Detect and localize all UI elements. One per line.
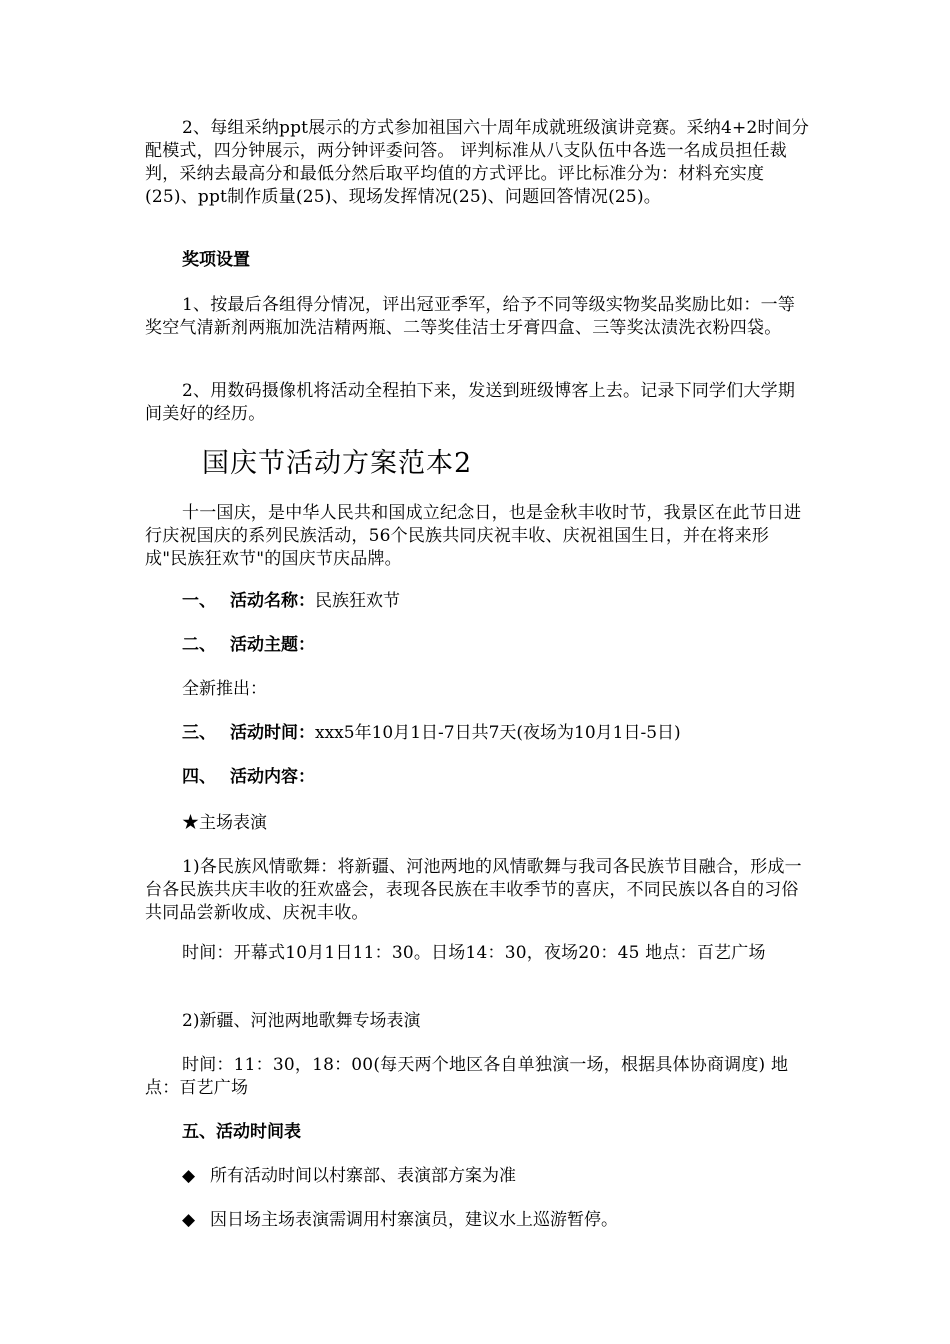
item-value: xxx5年10月1日-7日共7天(夜场为10月1日-5日)	[315, 723, 681, 743]
paragraph-show-time: 时间：开幕式10月1日11：30。日场14：30，夜场20：45 地点：百艺广场	[182, 943, 766, 963]
item-label: 活动主题：	[230, 635, 315, 655]
paragraph-special-show: 2)新疆、河池两地歌舞专场表演	[182, 1011, 421, 1031]
paragraph-recording: 2、用数码摄像机将活动全程拍下来，发送到班级博客上去。记录下同学们大学期间美好的经历。	[145, 381, 796, 424]
diamond-bullet-icon: ◆	[182, 1210, 196, 1230]
main-show-heading: ★主场表演	[182, 813, 267, 833]
item-number: 三、	[182, 723, 216, 743]
item-activity-name	[182, 590, 400, 613]
list-item	[182, 1209, 618, 1232]
item-label: 活动时间：	[230, 723, 315, 743]
theme-text: 全新推出：	[182, 679, 267, 699]
item-activity-theme	[182, 634, 315, 657]
item-number: 二、	[182, 635, 216, 655]
section-title-2: 国庆节活动方案范本2	[202, 448, 473, 479]
item-label: 活动内容：	[230, 767, 315, 787]
list-item-text: 所有活动时间以村寨部、表演部方案为准	[210, 1166, 516, 1186]
list-item-text: 因日场主场表演需调用村寨演员，建议水上巡游暂停。	[210, 1210, 618, 1230]
heading-schedule: 五、活动时间表	[182, 1122, 301, 1142]
paragraph-intro: 十一国庆，是中华人民共和国成立纪念日，也是金秋丰收时节，我景区在此节日进行庆祝国庆的系列民族活动，56个民族共同庆祝丰收、庆祝祖国生日，并在将来形成"民族狂欢节"的国庆节庆品牌。	[145, 503, 802, 569]
item-activity-time	[182, 722, 681, 745]
item-number: 一、	[182, 591, 216, 611]
item-activity-content	[182, 766, 315, 789]
paragraph-ethnic-dance: 1)各民族风情歌舞：将新疆、河池两地的风情歌舞与我司各民族节目融合，形成一台各民族共庆丰收的狂欢盛会，表现各民族在丰收季节的喜庆，不同民族以各自的习俗共同品尝新收成、庆祝丰收。	[145, 857, 802, 923]
paragraph-competition-rules: 2、每组采纳ppt展示的方式参加祖国六十周年成就班级演讲竞赛。采纳4+2时间分配模式，四分钟展示，两分钟评委问答。 评判标准从八支队伍中各选一名成员担任裁判，采纳去最高分和最低分然后取平均值的方式评比。评比标准分为：材料充实度(25)、ppt制作质量(25)、现场发挥情况(25)、问题回答情况(25)。	[145, 118, 810, 207]
paragraph-special-show-time: 时间：11：30，18：00(每天两个地区各自单独演一场，根据具体协商调度) 地点：百艺广场	[145, 1055, 789, 1098]
item-number: 四、	[182, 767, 216, 787]
item-value: 民族狂欢节	[315, 591, 400, 611]
list-item	[182, 1165, 516, 1188]
diamond-bullet-icon: ◆	[182, 1166, 196, 1186]
paragraph-awards: 1、按最后各组得分情况，评出冠亚季军，给予不同等级实物奖品奖励比如：一等奖空气清新剂两瓶加洗洁精两瓶、二等奖佳洁士牙膏四盒、三等奖汰渍洗衣粉四袋。	[145, 295, 796, 338]
item-label: 活动名称：	[230, 591, 315, 611]
heading-awards: 奖项设置	[182, 250, 250, 270]
